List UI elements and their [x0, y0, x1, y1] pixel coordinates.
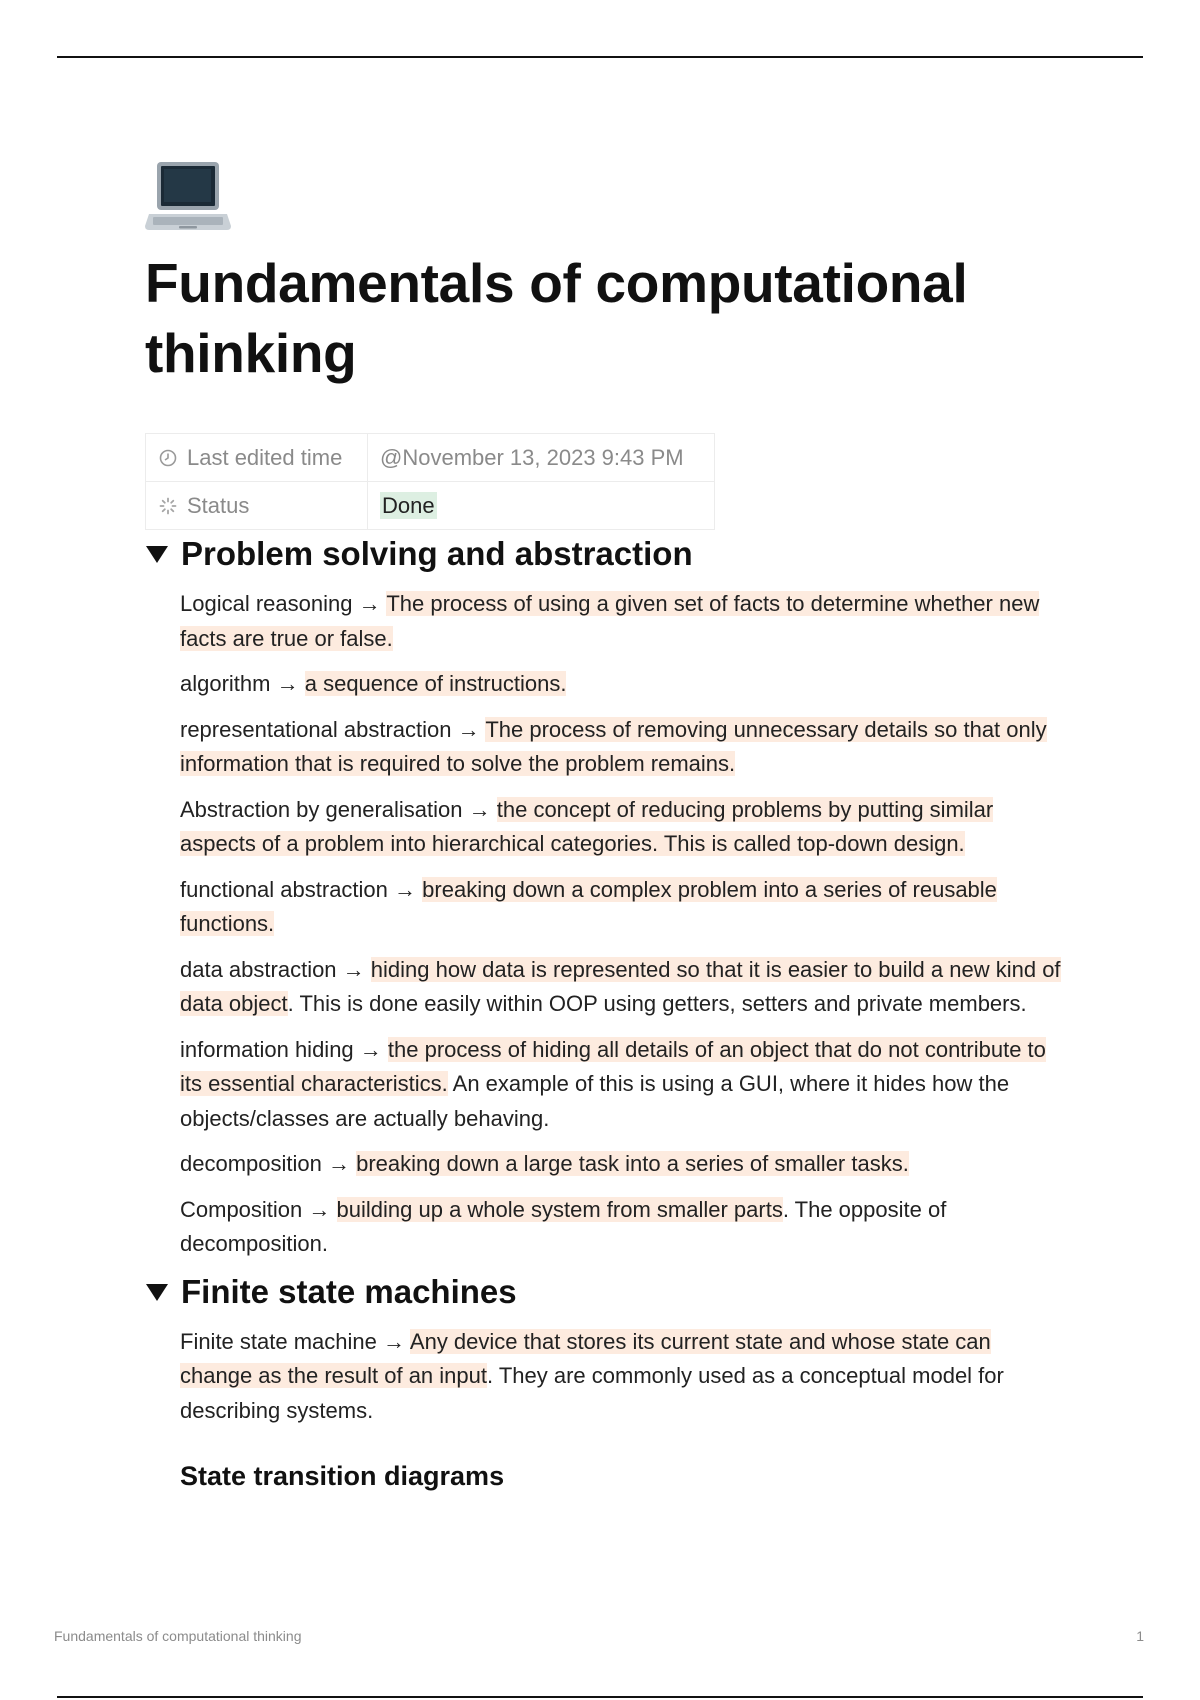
arrow-glyph: →	[383, 1328, 405, 1354]
page-content	[145, 160, 1065, 1494]
arrow-glyph: →	[359, 1036, 382, 1062]
definition-term: decomposition	[180, 1151, 322, 1176]
definition-rest: . The opposite of decomposition.	[180, 1196, 947, 1256]
property-key	[146, 434, 368, 482]
definition-item	[180, 1033, 1065, 1137]
toggle-section-finite-state-machines	[145, 1270, 1065, 1495]
definition-item	[180, 873, 1065, 942]
definition-item	[180, 667, 1065, 702]
definition-text: the process of hiding all details of an object that do not contribute to its essential characteristics.	[180, 1036, 1046, 1096]
definition-text: The process of removing unnecessary details so that only information that is required to solve the problem remains.	[180, 716, 1047, 776]
arrow-glyph: →	[468, 796, 491, 822]
definition-text: building up a whole system from smaller parts	[336, 1196, 783, 1222]
status-badge[interactable]: Done	[382, 492, 435, 518]
definition-term: information hiding	[180, 1036, 354, 1062]
definition-text: breaking down a complex problem into a series of reusable functions.	[180, 876, 997, 936]
property-key-label: Last edited time	[187, 444, 343, 470]
definition-term: representational abstraction	[180, 716, 452, 742]
definition-text: a sequence of instructions.	[304, 671, 567, 696]
property-key	[146, 482, 368, 530]
definition-term: Composition	[180, 1196, 303, 1222]
properties-table	[145, 433, 715, 530]
definition-text: Any device that stores its current state and whose state can change as the result of an input	[180, 1328, 991, 1388]
definition-item	[180, 713, 1065, 782]
property-key-label: Status	[187, 492, 250, 518]
triangle-down-icon[interactable]	[145, 1281, 169, 1303]
definition-rest: . This is done easily within OOP using getters, setters and private members.	[287, 991, 1027, 1016]
footer-page-number: 1	[1136, 1628, 1144, 1644]
page-top-rule	[57, 56, 1143, 58]
property-row-status[interactable]	[146, 482, 715, 530]
definition-term: data abstraction	[180, 956, 337, 982]
toggle-section-problem-solving	[145, 532, 1065, 1262]
arrow-glyph: →	[342, 956, 365, 982]
section-heading-label: Finite state machines	[181, 1272, 517, 1310]
toggle-content	[145, 587, 1065, 1262]
definition-term: Abstraction by generalisation	[180, 796, 463, 822]
page-bottom-rule	[57, 1696, 1143, 1698]
definition-item	[180, 953, 1065, 1022]
arrow-glyph: →	[308, 1196, 331, 1222]
property-value: @November 13, 2023 9:43 PM	[368, 434, 715, 482]
triangle-down-icon[interactable]	[145, 543, 169, 565]
status-icon	[158, 496, 178, 516]
property-value	[368, 482, 715, 530]
definition-rest: . They are commonly used as a conceptual model for describing systems.	[180, 1363, 1004, 1423]
arrow-glyph: →	[276, 671, 299, 696]
definition-term: Logical reasoning	[180, 591, 353, 616]
definition-item	[180, 1147, 1065, 1182]
definition-text: the concept of reducing problems by putting similar aspects of a problem into hierarchical categories. This is called top-down design.	[180, 796, 994, 856]
arrow-glyph: →	[457, 716, 480, 742]
arrow-glyph: →	[358, 591, 381, 616]
definition-text: hiding how data is represented so that it is easier to build a new kind of data object	[180, 956, 1061, 1016]
property-row-last-edited[interactable]	[146, 434, 715, 482]
definition-item	[180, 793, 1065, 862]
footer-doc-title: Fundamentals of computational thinking	[54, 1628, 302, 1644]
arrow-glyph: →	[328, 1151, 350, 1176]
toggle-heading[interactable]	[145, 532, 1065, 576]
definition-term: functional abstraction	[180, 876, 388, 902]
definition-rest: An example of this is using a GUI, where it hides how the objects/classes are actually behaving.	[180, 1071, 1010, 1131]
arrow-glyph: →	[394, 876, 417, 902]
clock-icon	[158, 448, 178, 468]
section-heading-label: Problem solving and abstraction	[181, 535, 693, 572]
definition-text: breaking down a large task into a series of smaller tasks.	[356, 1151, 909, 1176]
definition-item	[180, 587, 1065, 656]
toggle-content	[145, 1325, 1065, 1495]
subheading: State transition diagrams	[180, 1461, 505, 1491]
toggle-heading[interactable]	[145, 1270, 1065, 1314]
definition-item	[180, 1325, 1065, 1429]
definition-term: algorithm	[180, 671, 271, 696]
definition-text: The process of using a given set of facts to determine whether new facts are true or false.	[180, 591, 1040, 651]
definition-item	[180, 1193, 1065, 1262]
page-title: Fundamentals of computational thinking	[145, 252, 968, 384]
definition-term: Finite state machine	[180, 1328, 377, 1354]
laptop-icon	[145, 160, 235, 240]
